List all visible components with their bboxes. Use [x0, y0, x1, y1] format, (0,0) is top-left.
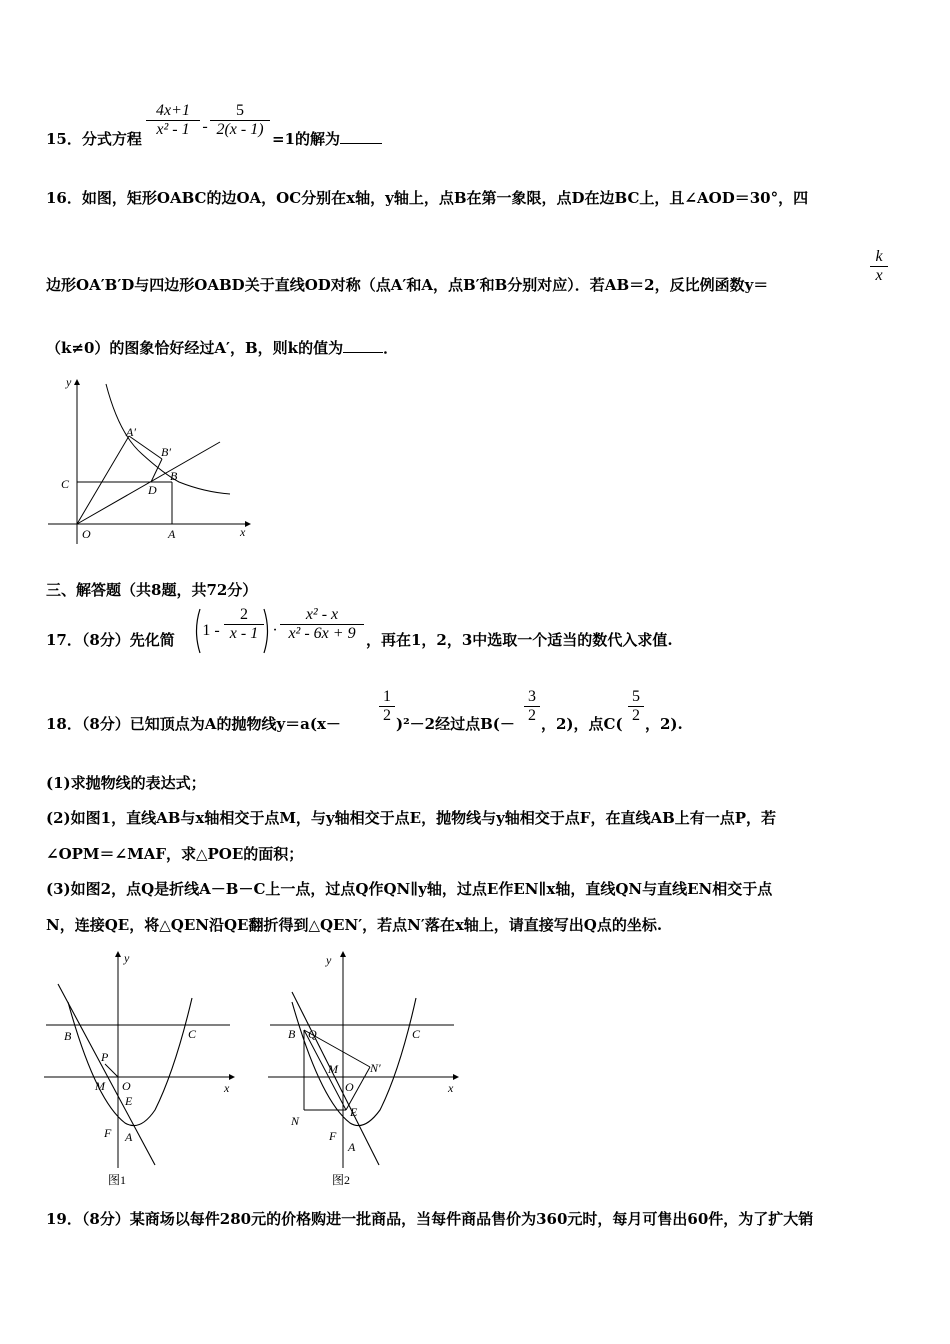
- fig1-label-B: B: [64, 1029, 72, 1043]
- q16-line-1: 16．如图，矩形OABC的边OA，OC分别在x轴，y轴上，点B在第一象限，点D在边BC上，且∠AOD＝30°，四: [46, 189, 809, 207]
- q18-mid2: ，2)，点C(: [541, 715, 623, 733]
- q16-answer-blank[interactable]: [343, 352, 383, 353]
- q15-frac1-numerator: 4x+1: [156, 102, 190, 119]
- q17-dot: ·: [272, 622, 278, 639]
- q15-prefix: 分式方程: [81, 130, 142, 148]
- q17-suffix: ，再在1，2，3中选取一个适当的数代入求值.: [366, 631, 673, 649]
- q16-label-A: A: [168, 527, 176, 541]
- q15-fraction-1: [146, 102, 200, 139]
- fig1-label-M: M: [95, 1079, 105, 1093]
- q18-h-denominator: 2: [379, 706, 395, 725]
- q15-suffix: =1的解为: [272, 130, 341, 148]
- q17-frac1-numerator: 2: [240, 606, 248, 623]
- q15-line: [46, 128, 142, 149]
- fig1-label-C: C: [188, 1027, 197, 1041]
- fig1-label-P: P: [101, 1050, 109, 1064]
- q15-frac2-numerator: 5: [236, 102, 244, 119]
- q16-label-O: O: [82, 527, 91, 541]
- q15-answer-blank[interactable]: [340, 143, 382, 144]
- q18-h-fraction: [379, 688, 395, 725]
- q18-prefix: 18．（8分）已知顶点为A的抛物线y＝a(x－: [46, 715, 341, 733]
- q18-b-fraction: [524, 688, 540, 725]
- q17-fraction-1: [224, 606, 264, 643]
- q16-line-3: [46, 337, 398, 358]
- q18-part-2-line-2: ∠OPM＝∠MAF，求△POE的面积；: [46, 845, 304, 863]
- section-3-title: 三、解答题（共8题，共72分）: [46, 581, 258, 599]
- q16-figure: [44, 374, 254, 546]
- q16-label-y: y: [66, 375, 72, 389]
- q17-fraction-2: [280, 606, 364, 643]
- q16-label-C: C: [61, 477, 70, 491]
- q18-part-3-line-1: (3)如图2，点Q是折线A－B－C上一点，过点Q作QN∥y轴，过点E作EN∥x轴，直线QN与直线EN相交于点: [46, 880, 773, 898]
- q17-one-minus: 1 -: [202, 622, 220, 639]
- fig1-caption: 图1: [108, 1173, 127, 1187]
- q16-line-2: 边形OA′B′D与四边形OABD关于直线OD对称（点A′和A，点B′和B分别对应）．若AB＝2，反比例函数y＝: [46, 276, 769, 294]
- fig1-label-F: F: [104, 1126, 112, 1140]
- fig1-label-y: y: [124, 951, 130, 965]
- fig2-caption: 图2: [332, 1173, 351, 1187]
- q18-part-2-line-1: (2)如图1，直线AB与x轴相交于点M，与y轴相交于点E，抛物线与y轴相交于点F，在直线AB上有一点P，若: [46, 809, 777, 827]
- q18-c-fraction: [628, 688, 644, 725]
- q16-segment-OA1: [77, 436, 129, 524]
- fig1-label-A: A: [125, 1130, 133, 1144]
- fig2-label-C: C: [412, 1027, 421, 1041]
- q16-label-A-prime: A′: [126, 425, 136, 439]
- fig2-label-B: B: [288, 1027, 296, 1041]
- q17-frac2-numerator: x² - x: [305, 606, 339, 623]
- q15-frac1-denominator: x² - 1: [146, 120, 200, 139]
- q18-part-3-line-2: N，连接QE，将△QEN沿QE翻折得到△QEN′，若点N′落在x轴上，请直接写出Q点的坐标.: [46, 916, 663, 934]
- fig2-label-A: A: [348, 1140, 356, 1154]
- q18-figure-2: [264, 950, 469, 1195]
- q15-frac2-denominator: 2(x - 1): [210, 120, 270, 139]
- q18-b-numerator: 3: [528, 688, 536, 705]
- q16-segment-A1B1: [129, 436, 162, 459]
- fig2-label-N: N: [291, 1114, 300, 1128]
- q15-number: 15．: [46, 130, 82, 148]
- fig1-label-O: O: [122, 1079, 131, 1093]
- q15-minus: -: [202, 118, 208, 135]
- q16-frac-denominator: x: [870, 266, 888, 285]
- fig1-label-x: x: [224, 1081, 230, 1095]
- fig1-label-E: E: [125, 1094, 133, 1108]
- q16-label-x: x: [240, 525, 246, 539]
- q18-mid1: )²－2经过点B(－: [396, 715, 515, 733]
- fig2-label-x: x: [448, 1081, 454, 1095]
- q18-b-denominator: 2: [524, 706, 540, 725]
- q18-c-denominator: 2: [628, 706, 644, 725]
- q15-suffix-line: [272, 128, 382, 149]
- fig2-label-N-prime: N′: [370, 1061, 381, 1075]
- q19-line-1: 19．（8分）某商场以每件280元的价格购进一批商品，当每件商品售价为360元时，每月可售出60件，为了扩大销: [46, 1210, 814, 1228]
- q16-line3-text: （k≠0）的图象恰好经过A′，B，则k的值为: [46, 339, 344, 357]
- q17-prefix: 17．（8分）先化简: [46, 631, 175, 649]
- q16-hyperbola: [106, 384, 230, 494]
- fig2-label-Q: Q: [308, 1027, 317, 1041]
- q16-label-D: D: [148, 483, 157, 497]
- q18-c-numerator: 5: [632, 688, 640, 705]
- q18-end: ，2).: [645, 715, 683, 733]
- fig2-label-O: O: [345, 1080, 354, 1094]
- q16-label-B-prime: B′: [161, 445, 171, 459]
- q16-frac-numerator: k: [875, 248, 883, 265]
- q18-part-1: (1)求抛物线的表达式；: [46, 774, 206, 792]
- q18-figure-1: [40, 950, 245, 1195]
- fig2-label-M: M: [328, 1062, 338, 1076]
- fig2-label-y: y: [326, 953, 332, 967]
- q16-fraction: [870, 248, 888, 285]
- q15-fraction-2: [210, 102, 270, 139]
- q16-label-B: B: [170, 469, 178, 483]
- q17-frac1-denominator: x - 1: [224, 624, 264, 643]
- fig2-label-E: E: [350, 1105, 358, 1119]
- q17-frac2-denominator: x² - 6x + 9: [280, 624, 364, 643]
- q16-line3-end: ．: [383, 339, 399, 357]
- q18-h-numerator: 1: [383, 688, 391, 705]
- fig2-label-F: F: [329, 1129, 337, 1143]
